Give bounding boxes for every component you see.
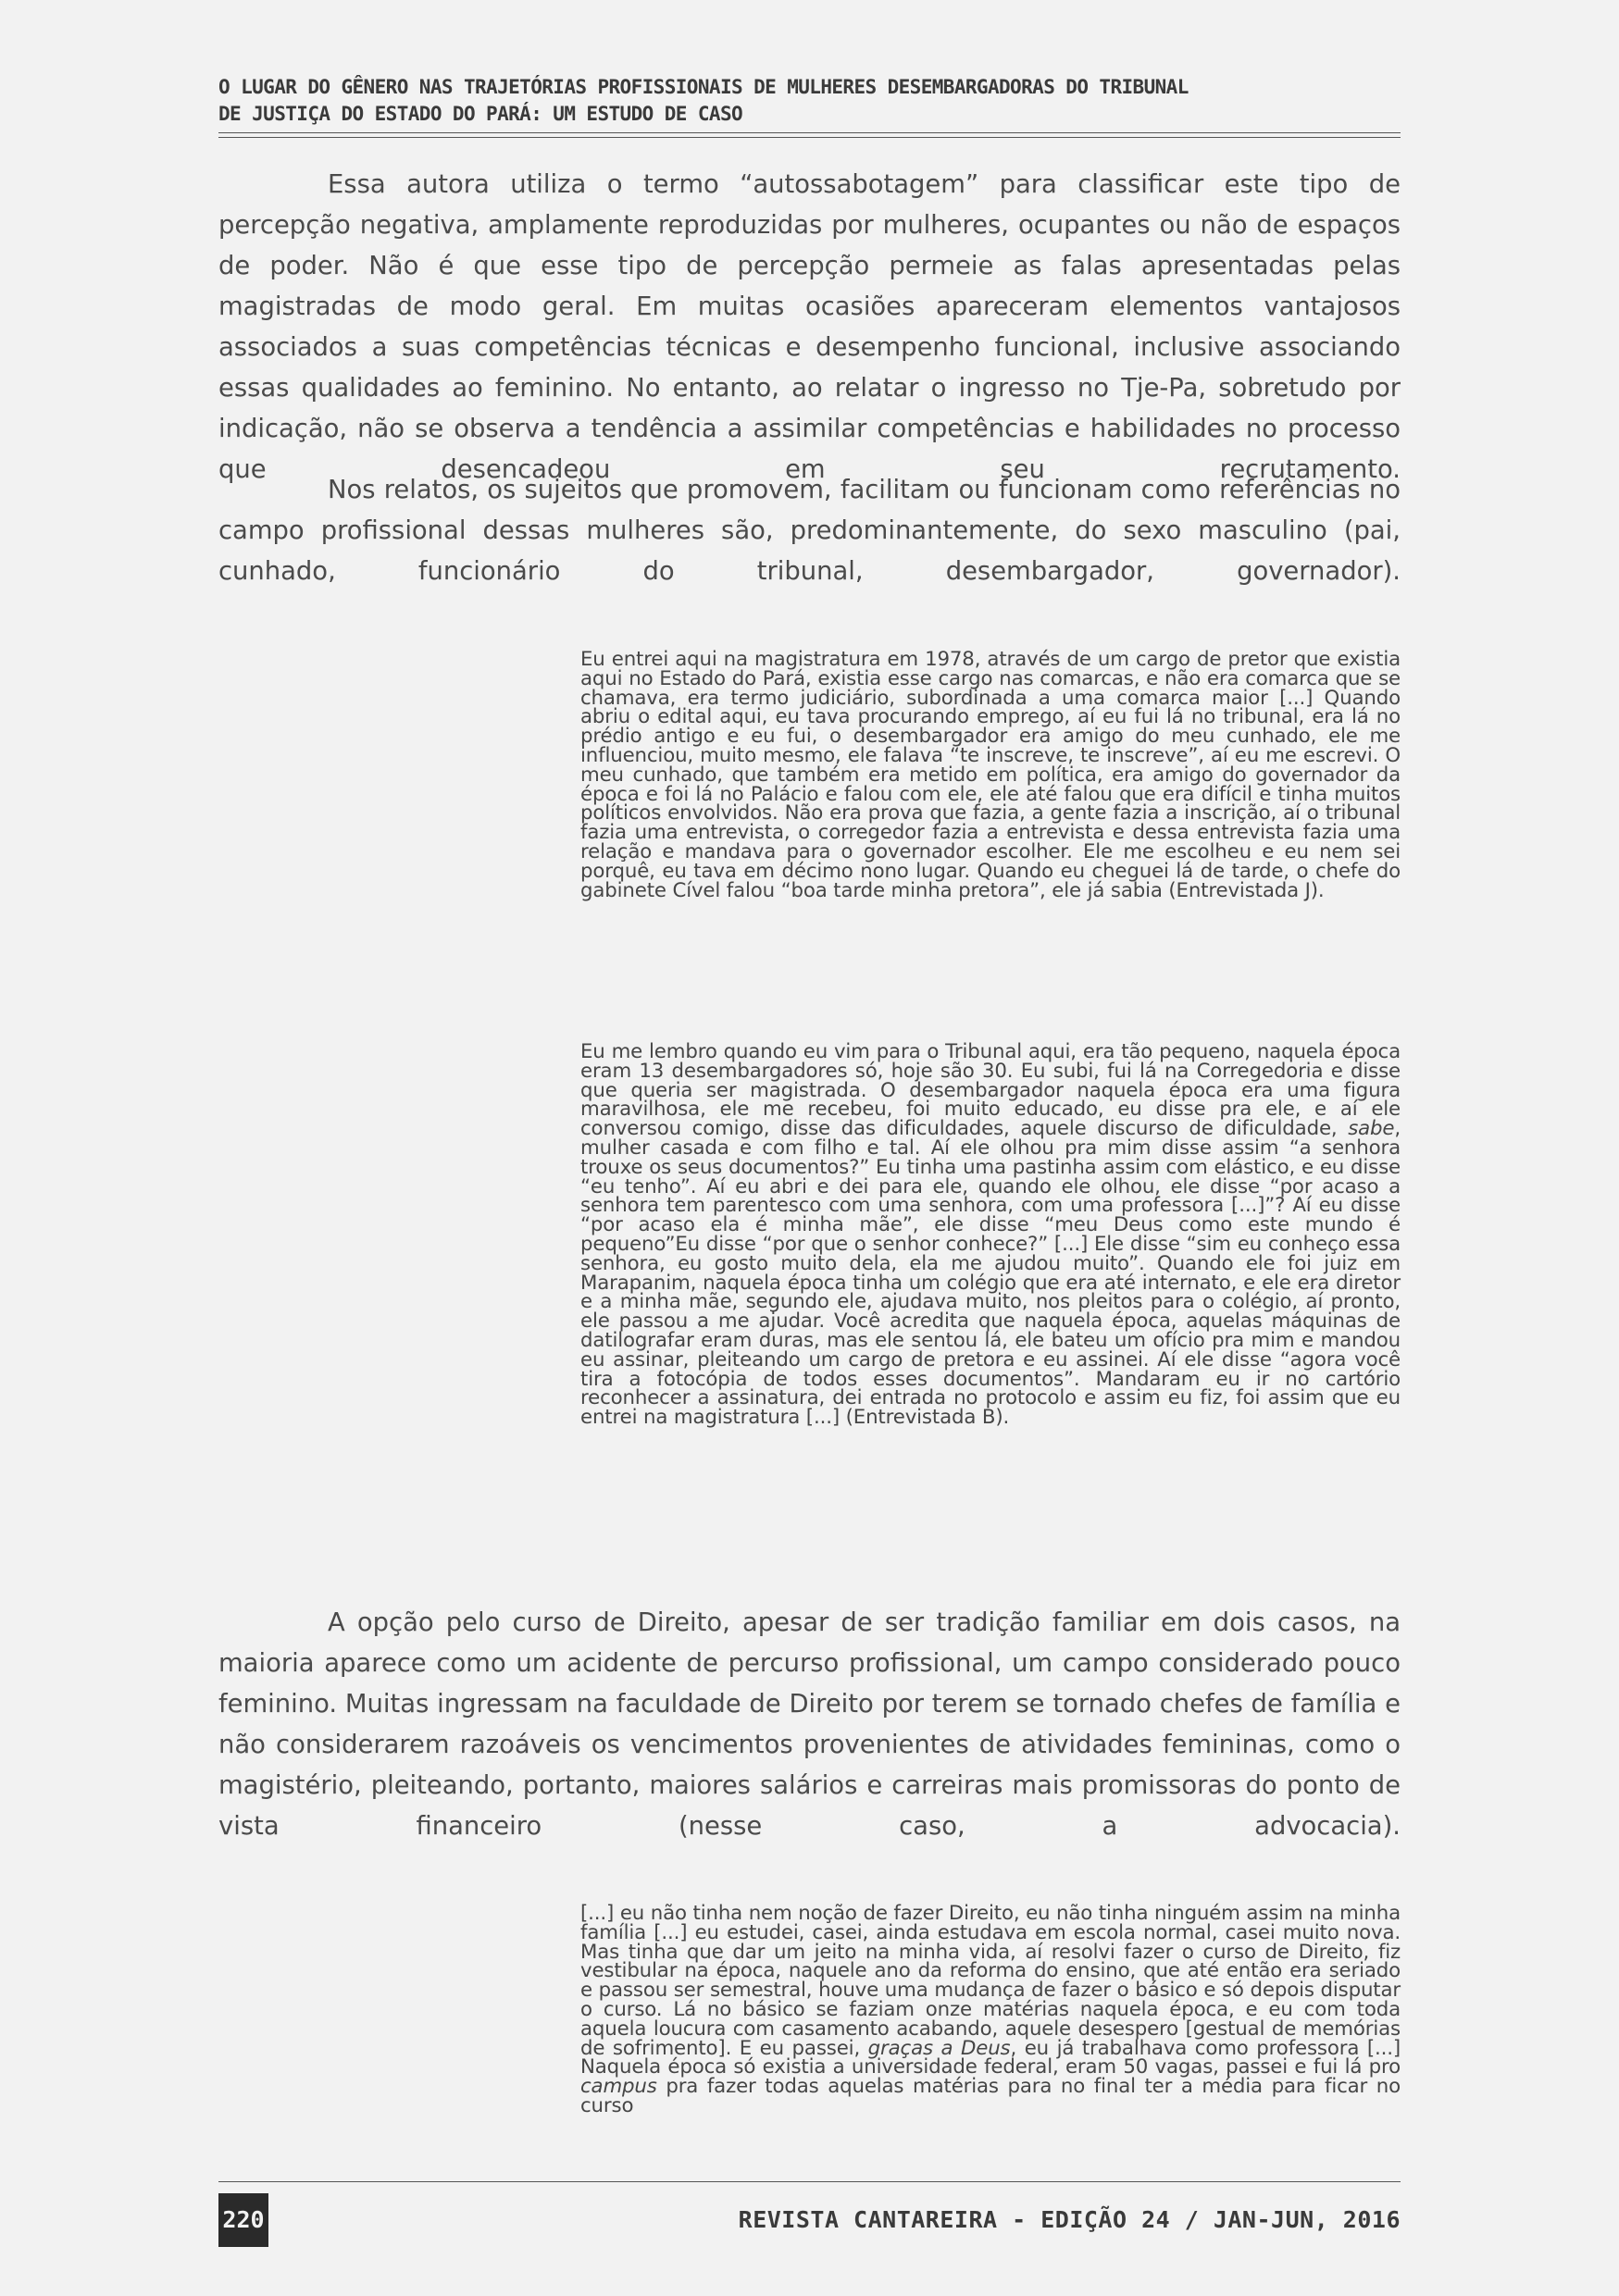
paragraph-1-text: Essa autora utiliza o termo “autossabotagem” para classificar este tipo de percepção negativa, amplamente reproduzidas por mulheres, ocupantes ou não de espaços de poder. Não é que esse tipo de percepção permeie as falas apresentadas pelas magistradas de modo geral. Em muitas ocasiões apareceram elementos vantajosos associados a suas competências técnicas e desempenho funcional, inclusive associando essas qualidades ao feminino. No entanto, ao relatar o ingresso no Tje-Pa, sobretudo por indicação, não se observa a tendência a assimilar competências e habilidades no processo que desencadeou em seu recrutamento. (218, 170, 1401, 484)
block-quote-1: Eu entrei aqui na magistratura em 1978, através de um cargo de pretor que existia aqui no Estado do Pará, existia esse cargo nas comarcas, e não era comarca que se chamava, era termo judiciário, subordinada a uma comarca maior [...] Quando abriu o edital aqui, eu tava procurando emprego, aí eu fui lá no tribunal, era lá no prédio antigo e eu fui, o desembargador era amigo do meu cunhado, ele me influenciou, muito mesmo, ele falava “te inscreve, te inscreve”, aí eu me escrevi. O meu cunhado, que também era metido em política, era amigo do governador da época e foi lá no Palácio e falou com ele, ele até falou que era difícil e tinha muitos políticos envolvidos. Não era prova que fazia, a gente fazia a inscrição, aí o tribunal fazia uma entrevista, o corregedor fazia a entrevista e dessa entrevista fazia uma relação e mandava para o governador escolher. Ele me escolheu e eu nem sei porquê, eu tava em décimo nono lugar. Quando eu cheguei lá de tarde, o chefe do gabinete Cível falou “boa tarde minha pretora”, ele já sabia (Entrevistada J). (580, 648, 1401, 902)
block-quote-3-emphasis-1: graças a Deus (867, 2036, 1011, 2060)
block-quote-3-text-a: [...] eu não tinha nem noção de fazer Direito, eu não tinha ninguém assim na minha família [...] eu estudei, casei, ainda estudava em escola normal, casei muito nova. Mas tinha que dar um jeito na minha vida, aí resolvi fazer o curso de Direito, fiz vestibular na época, naquele ano da reforma do ensino, que até então era seriado e passou ser semestral, houve uma mudança de fazer o básico e só depois disputar o curso. Lá no básico se faziam onze matérias naquela época, e eu com toda aquela loucura com casamento acabando, aquele desespero [gestual de memórias de sofrimento]. E eu passei, (580, 1902, 1401, 2060)
paragraph-3 (218, 1603, 1401, 1847)
journal-footer: REVISTA CANTAREIRA - EDIÇÃO 24 / JAN-JUN, 2016 (738, 2206, 1401, 2233)
footer-rule (218, 2181, 1401, 2182)
header-title-line-2: DE JUSTIÇA DO ESTADO DO PARÁ: UM ESTUDO DE CASO (218, 103, 743, 125)
paragraph-2 (218, 470, 1401, 592)
paragraph-1 (218, 165, 1401, 490)
block-quote-2 (580, 1040, 1401, 1430)
header-title-line-1: O LUGAR DO GÊNERO NAS TRAJETÓRIAS PROFISSIONAIS DE MULHERES DESEMBARGADORAS DO TRIBUNAL (218, 76, 1189, 98)
block-quote-2-text-a: Eu me lembro quando eu vim para o Tribunal aqui, era tão pequeno, naquela época eram 13 desembargadores só, hoje são 30. Eu subi, fui lá na Corregedoria e disse que queria ser magistrada. O desembargador naquela época era uma figura maravilhosa, ele me recebeu, foi muito educado, eu disse pra ele, e aí ele conversou comigo, disse das dificuldades, aquele discurso de dificuldade, (580, 1040, 1401, 1141)
paragraph-2-text: Nos relatos, os sujeitos que promovem, facilitam ou funcionam como referências no campo profissional dessas mulheres são, predominantemente, do sexo masculino (pai, cunhado, funcionário do tribunal, desembargador, governador). (218, 476, 1401, 586)
running-header (218, 74, 1401, 138)
block-quote-2-emphasis: sabe (1348, 1117, 1395, 1141)
paragraph-3-text: A opção pelo curso de Direito, apesar de ser tradição familiar em dois casos, na maioria aparece como um acidente de percurso profissional, um campo considerado pouco feminino. Muitas ingressam na faculdade de Direito por terem se tornado chefes de família e não considerarem razoáveis os vencimentos provenientes de atividades femininas, como o magistério, pleiteando, portanto, maiores salários e carreiras mais promissoras do ponto de vista financeiro (nesse caso, a advocacia). (218, 1608, 1401, 1841)
block-quote-3-text-b: , eu já trabalhava como professora [...] Naquela época só existia a universidade federal, eram 50 vagas, passei e fui lá pro (580, 2036, 1401, 2079)
block-quote-3-emphasis-2: campus (580, 2075, 657, 2099)
header-rule-2 (218, 137, 1401, 138)
header-rule (218, 132, 1401, 133)
block-quote-2-text-b: , mulher casada e com filho e tal. Aí ele olhou pra mim disse assim “a senhora trouxe os seus documentos?” Eu tinha uma pastinha assim com elástico, e eu disse “eu tenho”. Aí eu abri e dei para ele, quando ele olhou, ele disse “por acaso a senhora tem parentesco com uma senhora, com uma professora [...]”? Aí eu disse “por acaso ela é minha mãe”, ele disse “meu Deus como este mundo é pequeno”Eu disse “por que o senhor conhece?” [...] Ele disse “sim eu conheço essa senhora, eu gosto muito dela, ela me ajudou muito”. Quando ele foi juiz em Marapanim, naquela época tinha um colégio que era até internato, e ele era diretor e a minha mãe, segundo ele, ajudava muito, nos pleitos para o colégio, aí pronto, ele passou a me ajudar. Você acredita que naquela época, aquelas máquinas de datilografar eram duras, mas ele sentou lá, ele bateu um ofício pra mim e mandou eu assinar, pleiteando um cargo de pretora e eu assinei. Aí ele disse “agora você tira a fotocópia de todos esses documentos”. Mandaram eu ir no cartório reconhecer a assinatura, dei entrada no protocolo e assim eu fiz, foi assim que eu entrei na magistratura [...] (Entrevistada B). (580, 1117, 1401, 1430)
block-quote-3 (580, 1902, 1401, 2117)
page-number: 220 (218, 2193, 268, 2247)
block-quote-3-text-c: pra fazer todas aquelas matérias para no final ter a média para ficar no curso (580, 2075, 1401, 2117)
